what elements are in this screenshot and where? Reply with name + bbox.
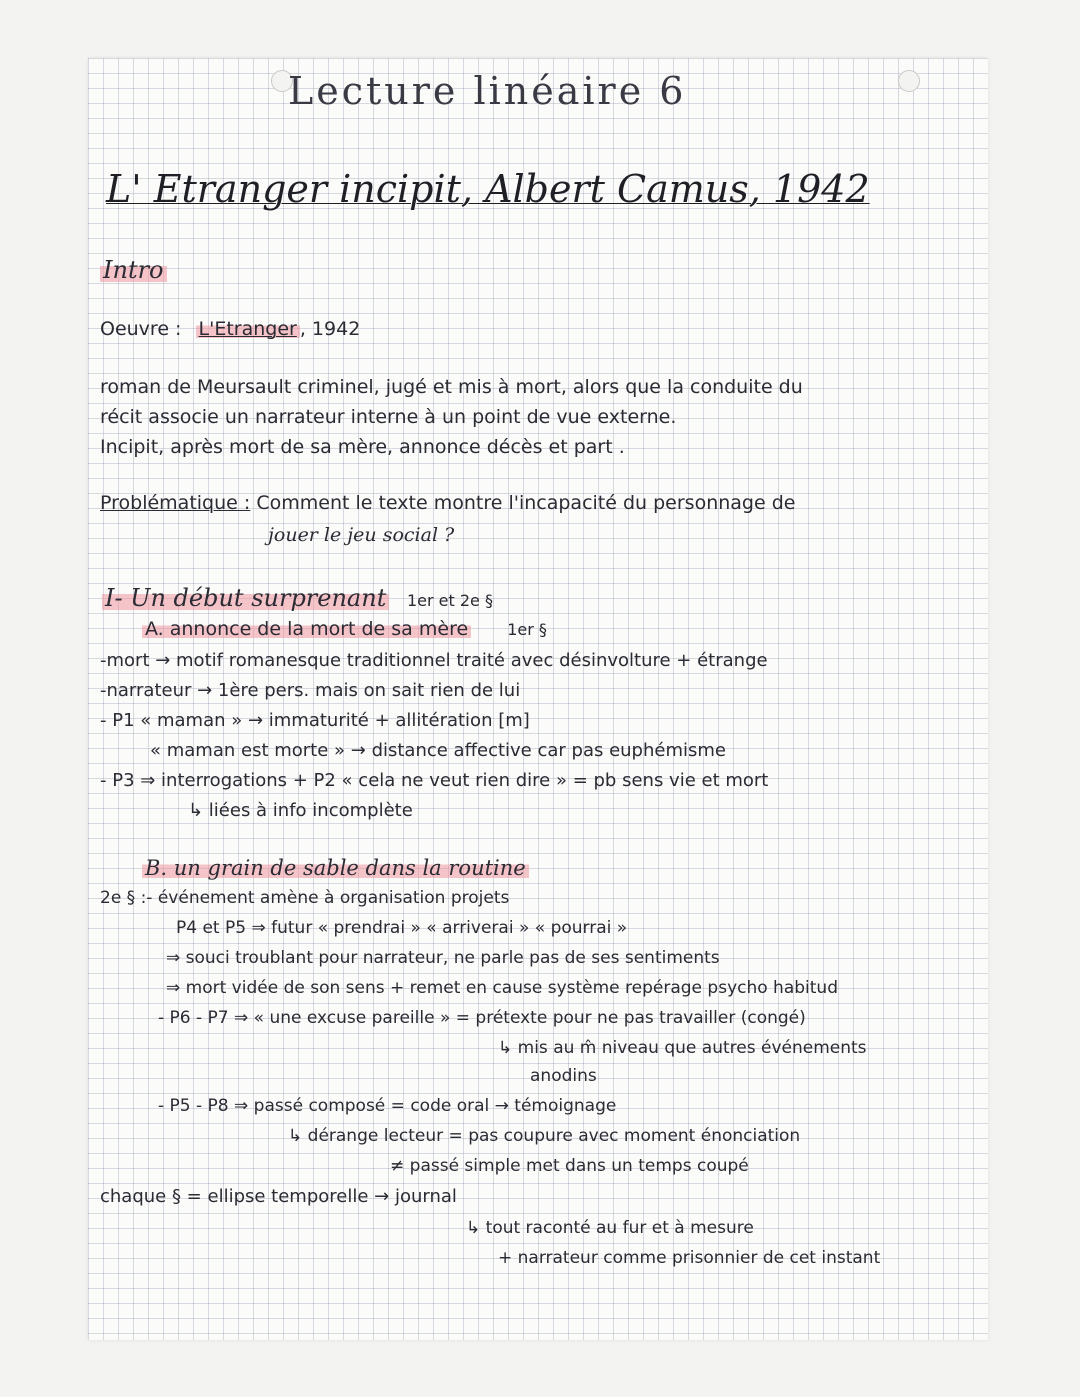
page-subtitle <box>106 167 870 211</box>
subB-line-6: ↳ mis au m̂ niveau que autres événements <box>498 1038 867 1058</box>
subB-line-7: anodins <box>530 1066 597 1086</box>
part1-line-5: - P3 ⇒ interrogations + P2 « cela ne veut rien dire » = pb sens vie et mort <box>100 770 769 791</box>
subB-line-12: ↳ tout raconté au fur et à mesure <box>466 1218 754 1238</box>
subB-line-13: + narrateur comme prisonnier de cet instant <box>498 1248 881 1268</box>
subB-line-8: - P5 - P8 ⇒ passé composé = code oral → témoignage <box>158 1096 617 1116</box>
subB-line-1: 2e § :- événement amène à organisation projets <box>100 888 510 908</box>
oeuvre-title: L'Etranger <box>196 318 300 340</box>
subB-line-3: ⇒ souci troublant pour narrateur, ne parle pas de ses sentiments <box>166 948 720 968</box>
oeuvre-year: , 1942 <box>299 318 361 340</box>
problematique-line-1 <box>100 494 795 513</box>
part1-heading-ref: 1er et 2e § <box>406 591 493 610</box>
subB-line-11: chaque § = ellipse temporelle → journal <box>100 1186 457 1207</box>
problematique-question: Comment le texte montre l'incapacité du personnage de <box>256 492 796 514</box>
notebook-page <box>88 58 988 1340</box>
subtitle-text: L' Etranger incipit, Albert Camus, 1942 <box>106 167 870 211</box>
problematique-line-2: jouer le jeu social ? <box>268 524 455 546</box>
oeuvre-line <box>100 320 360 339</box>
summary-line-1: roman de Meursault criminel, jugé et mis à mort, alors que la conduite du <box>100 376 803 398</box>
part1-line-1: -mort → motif romanesque traditionnel traité avec désinvolture + étrange <box>100 650 768 671</box>
part1-line-4: « maman est morte » → distance affective car pas euphémisme <box>150 740 726 761</box>
subB-line-10: ≠ passé simple met dans un temps coupé <box>390 1156 749 1176</box>
part1-heading-text: I- Un début surprenant <box>102 584 389 612</box>
page-title: Lecture linéaire 6 <box>288 69 687 113</box>
punch-hole-right <box>898 70 920 92</box>
oeuvre-label: Oeuvre : <box>100 318 182 340</box>
part1-subA-ref: 1er § <box>507 620 547 639</box>
part1-heading <box>102 586 493 610</box>
subB-line-9: ↳ dérange lecteur = pas coupure avec moment énonciation <box>288 1126 801 1146</box>
part1-line-6: ↳ liées à info incomplète <box>188 800 413 821</box>
part1-subB-text: B. un grain de sable dans la routine <box>142 856 529 880</box>
summary-line-2: récit associe un narrateur interne à un point de vue externe. <box>100 406 677 428</box>
part1-subB <box>142 858 529 879</box>
summary-line-3: Incipit, après mort de sa mère, annonce décès et part . <box>100 436 625 458</box>
intro-label <box>100 258 167 282</box>
problematique-label: Problématique : <box>100 492 251 514</box>
subB-line-5: - P6 - P7 ⇒ « une excuse pareille » = prétexte pour ne pas travailler (congé) <box>158 1008 806 1028</box>
part1-subA-text: A. annonce de la mort de sa mère <box>142 618 471 640</box>
part1-line-3: - P1 « maman » → immaturité + allitération [m] <box>100 710 530 731</box>
part1-subA <box>142 620 547 639</box>
subB-line-2: P4 et P5 ⇒ futur « prendrai » « arriverai » « pourrai » <box>176 918 628 938</box>
subB-line-4: ⇒ mort vidée de son sens + remet en cause système repérage psycho habitud <box>166 978 838 998</box>
intro-label-text: Intro <box>100 256 167 284</box>
part1-line-2: -narrateur → 1ère pers. mais on sait rien de lui <box>100 680 521 701</box>
